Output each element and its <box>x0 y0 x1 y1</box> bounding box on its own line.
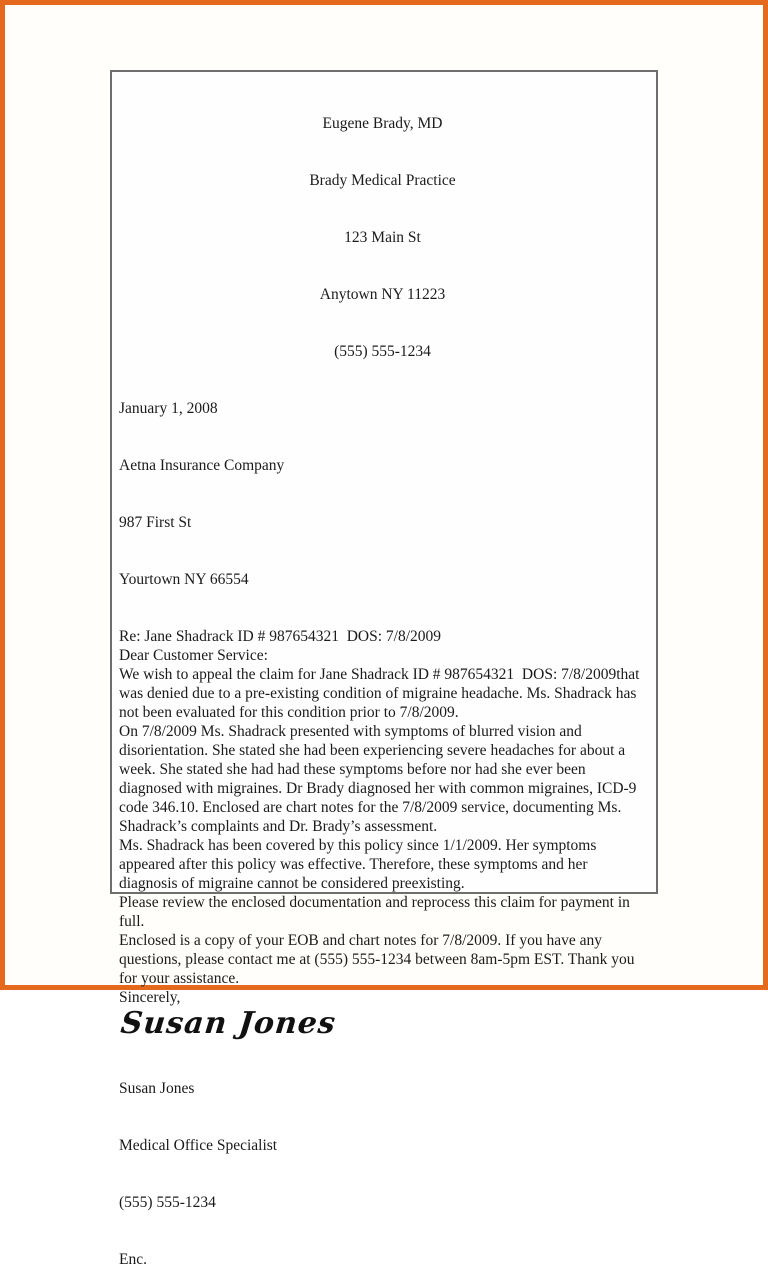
salutation: Dear Customer Service: <box>119 647 268 664</box>
letterhead-city: Anytown NY 11223 <box>319 286 446 303</box>
closing-line: Sincerely, <box>119 989 181 1006</box>
letterhead-phone: (555) 555-1234 <box>334 343 431 360</box>
body-paragraph: Ms. Shadrack has been covered by this policy since 1/1/2009. Her symptoms appeared after this policy was effective. Therefore, these symptoms and her diagnosis of migraine cannot be considered preexisting. <box>119 837 601 892</box>
letterhead <box>119 76 646 399</box>
body-paragraph: Please review the enclosed documentation and reprocess this claim for payment in full. <box>119 894 634 930</box>
body-paragraph: We wish to appeal the claim for Jane Shadrack ID # 987654321 DOS: 7/8/2009that was denied due to a pre-existing condition of migraine headache. Ms. Shadrack has not been evaluated for this condition prior to 7/8/2009. <box>119 666 644 721</box>
letterhead-street: 123 Main St <box>344 229 421 246</box>
date-line: January 1, 2008 <box>119 400 218 417</box>
handwritten-signature: Susan Jones <box>119 1006 338 1041</box>
re-line: Re: Jane Shadrack ID # 987654321 DOS: 7/8/2009 <box>119 628 442 645</box>
signer-phone: (555) 555-1234 <box>119 1194 216 1211</box>
letterhead-practice: Brady Medical Practice <box>309 172 456 189</box>
signature-block <box>119 1041 646 1250</box>
letter-page <box>110 70 658 1268</box>
signer-name: Susan Jones <box>119 1080 195 1097</box>
body-paragraph: On 7/8/2009 Ms. Shadrack presented with symptoms of blurred vision and disorientation. She stated she had been experiencing severe headaches for about a week. She stated she had had these symptoms before nor had she ever been diagnosed with migraines. Dr Brady diagnosed her with common migraines, ICD-9 code 346.10. Enclosed are chart notes for the 7/8/2009 service, documenting Ms. Shadrack’s complaints and Dr. Brady’s assessment. <box>119 723 641 835</box>
recipient-address <box>119 418 646 627</box>
signer-title: Medical Office Specialist <box>119 1137 278 1154</box>
recipient-street: 987 First St <box>119 514 192 531</box>
body-paragraph: Enclosed is a copy of your EOB and chart notes for 7/8/2009. If you have any questions, please contact me at (555) 555-1234 between 8am-5pm EST. Thank you for your assistance. <box>119 932 639 987</box>
letterhead-name: Eugene Brady, MD <box>322 115 443 132</box>
enclosure-line: Enc. <box>119 1251 147 1268</box>
recipient-city: Yourtown NY 66554 <box>119 571 249 588</box>
recipient-company: Aetna Insurance Company <box>119 457 285 474</box>
